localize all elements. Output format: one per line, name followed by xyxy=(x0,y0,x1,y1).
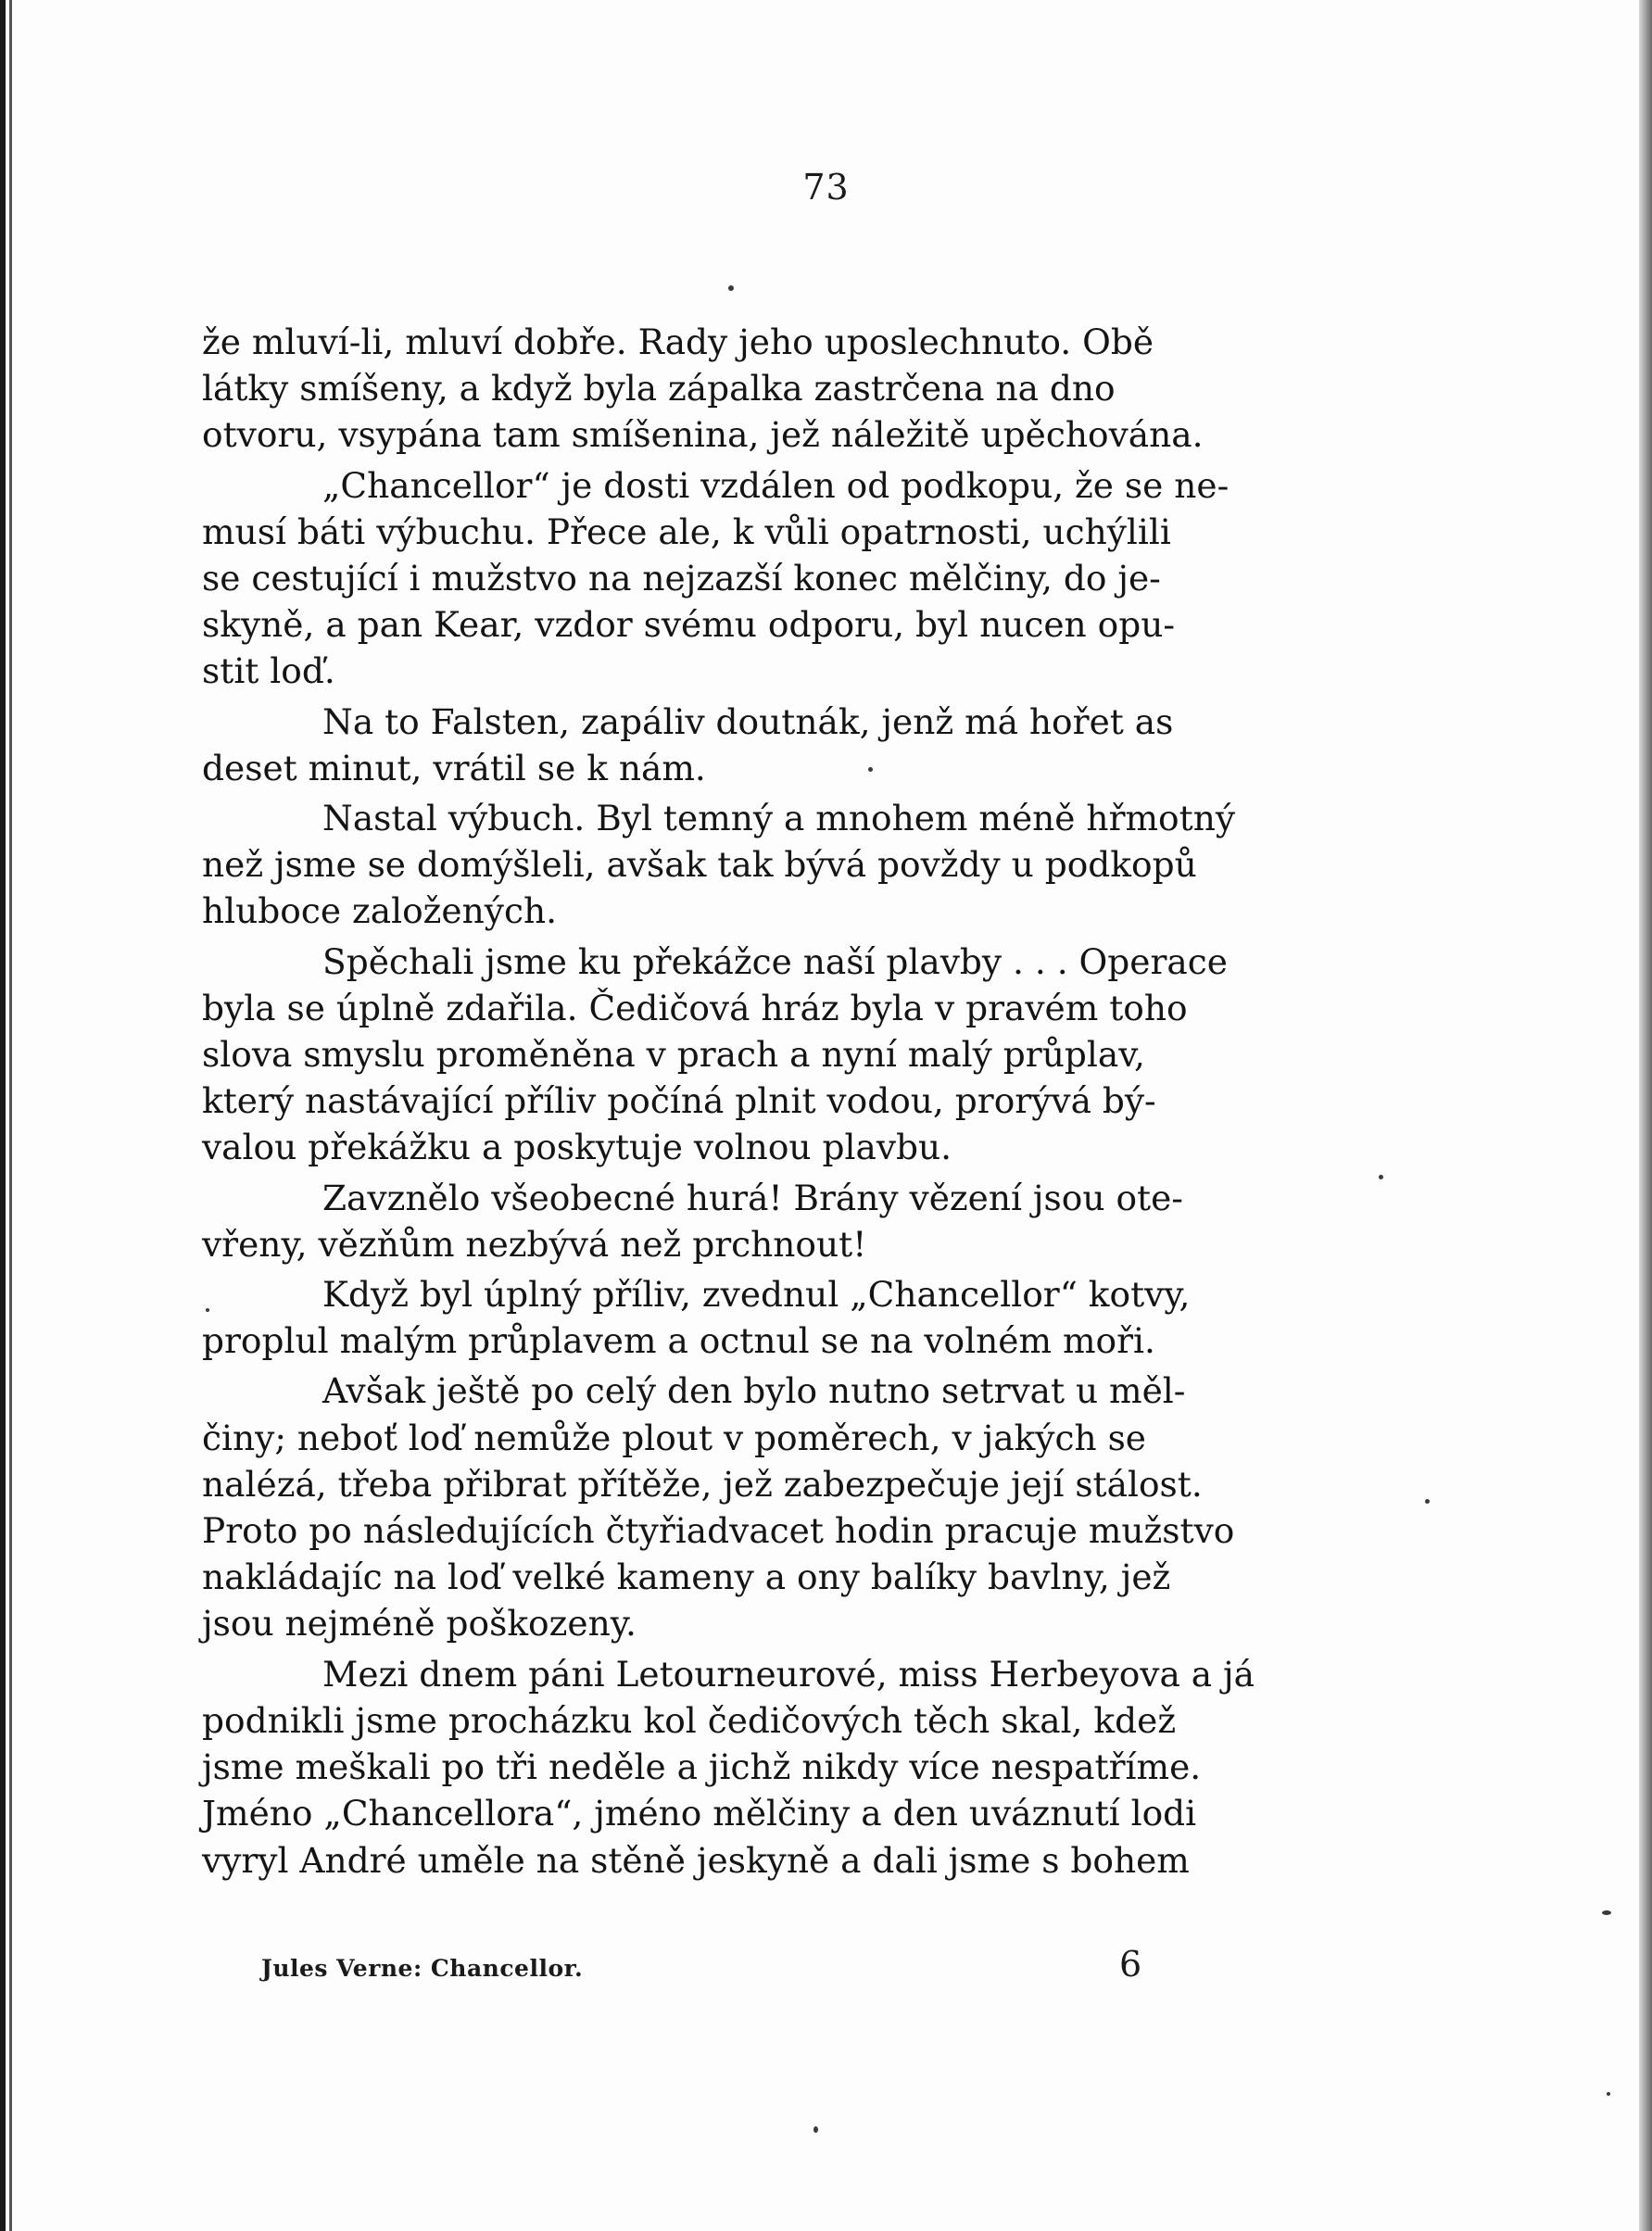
text-line: byla se úplně zdařila. Čedičová hráz byla v pravém toho xyxy=(202,987,1188,1028)
text-line: skyně, a pan Kear, vzdor svému odporu, byl nucen opu- xyxy=(202,604,1176,646)
page-footer xyxy=(261,1944,1243,1990)
text-line: valou překážku a poskytuje volnou plavbu. xyxy=(202,1127,952,1168)
page-number: 73 xyxy=(802,167,850,208)
text-line: musí báti výbuchu. Přece ale, k vůli opatrnosti, uchýlili xyxy=(202,510,1171,552)
text-line: Mezi dnem páni Letourneurové, miss Herbeyova a já xyxy=(322,1653,1255,1695)
signature-mark: 6 xyxy=(1119,1944,1142,1985)
text-line: Jméno „Chancellora“, jméno mělčiny a den uváznutí lodi xyxy=(202,1793,1197,1834)
text-line: nakládajíc na loď velké kameny a ony balíky bavlny, jež xyxy=(202,1557,1171,1598)
page-left-edge-shadow xyxy=(9,0,12,2231)
page-right-edge xyxy=(1639,0,1652,2231)
text-line: se cestující i mužstvo na nejzazší konec mělčiny, do je- xyxy=(202,558,1161,599)
text-line: vřeny, vězňům nezbývá než prchnout! xyxy=(202,1223,867,1265)
body-text xyxy=(202,319,1351,1884)
print-speck xyxy=(1607,2092,1610,2096)
print-speck xyxy=(1602,1910,1611,1915)
print-speck xyxy=(868,767,873,772)
paragraph xyxy=(202,699,1351,791)
paragraph xyxy=(202,462,1351,695)
text-line: Nastal výbuch. Byl temný a mnohem méně hřmotný xyxy=(322,798,1236,839)
paragraph xyxy=(202,939,1351,1171)
print-speck xyxy=(813,2126,818,2133)
text-line: slova smyslu proměněna v prach a nyní malý průplav, xyxy=(202,1034,1145,1076)
paragraph xyxy=(202,1271,1351,1364)
text-line: otvoru, vsypána tam smíšenina, jež náležitě upěchována. xyxy=(202,414,1204,456)
text-line: vyryl André uměle na stěně jeskyně a dali jsme s bohem xyxy=(202,1839,1190,1881)
text-line: Když byl úplný příliv, zvednul „Chancellor“ kotvy, xyxy=(322,1274,1191,1316)
text-line: Avšak ještě po celý den bylo nutno setrvat u měl- xyxy=(322,1370,1186,1412)
paragraph xyxy=(202,1175,1351,1267)
text-line: deset minut, vrátil se k nám. xyxy=(202,747,706,788)
text-line: hluboce založených. xyxy=(202,890,558,932)
footer-credit: Jules Verne: Chancellor. xyxy=(261,1955,584,1982)
text-line: jsme meškali po tři neděle a jichž nikdy více nespatříme. xyxy=(202,1746,1202,1788)
text-line: který nastávající příliv počíná plnit vodou, prorývá bý- xyxy=(202,1080,1156,1122)
print-speck xyxy=(1425,1499,1430,1504)
text-line: látky smíšeny, a když byla zápalka zastrčena na dno xyxy=(202,368,1116,410)
print-speck xyxy=(728,285,734,291)
text-line: nalézá, třeba přibrat přítěže, jež zabezpečuje její stálost. xyxy=(202,1463,1203,1505)
paragraph xyxy=(202,1368,1351,1646)
text-line: „Chancellor“ je dosti vzdálen od podkopu, že se ne- xyxy=(322,464,1230,506)
text-line: než jsme se domýšleli, avšak tak bývá povždy u podkopů xyxy=(202,844,1197,886)
print-speck xyxy=(1379,1175,1383,1179)
text-line: jsou nejméně poškozeny. xyxy=(202,1603,637,1645)
text-line: stit loď. xyxy=(202,650,335,692)
paragraph xyxy=(202,1651,1351,1884)
paragraph xyxy=(202,795,1351,935)
page-left-edge xyxy=(0,0,6,2231)
text-line: proplul malým průplavem a octnul se na volném moři. xyxy=(202,1320,1155,1362)
paragraph xyxy=(202,319,1351,459)
text-line: že mluví-li, mluví dobře. Rady jeho uposlechnuto. Obě xyxy=(202,321,1154,362)
print-speck xyxy=(206,1308,209,1312)
text-line: činy; neboť loď nemůže plout v poměrech, v jakých se xyxy=(202,1417,1147,1458)
text-line: Zavznělo všeobecné hurá! Brány vězení jsou ote- xyxy=(322,1177,1183,1218)
text-line: Proto po následujících čtyřiadvacet hodin pracuje mužstvo xyxy=(202,1510,1235,1552)
text-line: Na to Falsten, zapáliv doutnák, jenž má hořet as xyxy=(322,700,1174,742)
text-line: Spěchali jsme ku překážce naší plavby . . . Operace xyxy=(322,940,1228,982)
text-line: podnikli jsme procházku kol čedičových těch skal, kdež xyxy=(202,1699,1177,1741)
